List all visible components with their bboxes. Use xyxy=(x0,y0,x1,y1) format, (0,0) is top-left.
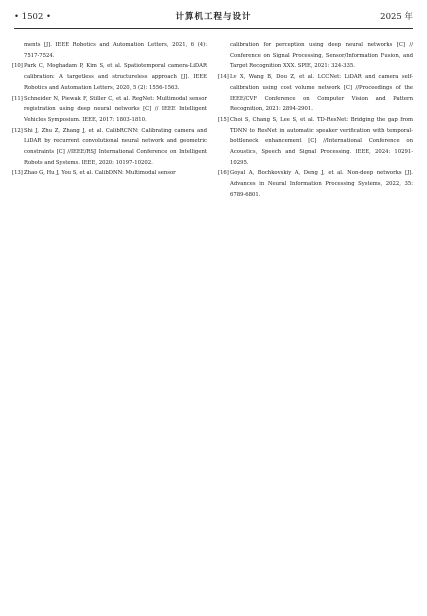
page-number: • 1502 • xyxy=(14,12,52,22)
reference-text: Zhao G, Hu J, You S, et al. CalibDNN: Multimodal sensor xyxy=(24,170,176,177)
reference-number: [10] xyxy=(12,63,23,70)
reference-number: [11] xyxy=(12,95,23,102)
reference-entry xyxy=(12,126,207,169)
reference-entry xyxy=(218,115,413,169)
reference-number: [13] xyxy=(12,170,23,177)
reference-text: Lv X, Wang B, Dou Z, et al. LCCNet: LiDAR and camera self-calibration using cost volume network [C] //Proceedings of the IEEE/CVF Conference on Computer Vision and Pattern Recognition, 2021: 2894-2901. xyxy=(230,74,413,113)
reference-text: calibration for perception using deep neural networks [C] // Conference on Signal Processing, Sensor/Information Fusion, and Target Recognition XXX. SPIE, 2021: 324-335. xyxy=(230,42,413,70)
reference-entry xyxy=(12,40,207,61)
reference-entry xyxy=(12,168,207,179)
reference-number: [16] xyxy=(218,170,229,177)
reference-text: Park C, Moghadam P, Kim S, et al. Spatiotemporal camera-LiDAR calibration: A targetless and structureless approach [J]. IEEE Robotics and Automation Letters, 2020, 5 (2): 1556-1563. xyxy=(24,63,207,91)
reference-text: ments [J]. IEEE Robotics and Automation Letters, 2021, 6 (4): 7517-7524. xyxy=(24,42,207,59)
reference-entry xyxy=(218,72,413,115)
reference-number: [12] xyxy=(12,127,23,134)
reference-entry xyxy=(12,94,207,126)
reference-text: Shi J, Zhu Z, Zhang J, et al. CalibRCNN: Calibrating camera and LiDAR by recurrent convolutional neural network and geometric constraints [C] //IEEE/RSJ International Conference on Intelligent Robots and Systems. IEEE, 2020: 10197-10202. xyxy=(24,127,207,166)
publication-year: 2025 年 xyxy=(380,12,413,22)
references-right-column xyxy=(218,40,413,201)
reference-text: Choi S, Chang S, Lee S, et al. TD-ResNet: Bridging the gap from TDNN to ResNet in automatic speaker verification with temporal-bottleneck enhancement [C] //International Conference on Acoustics, Speech and Signal Processing. IEEE, 2024: 10291-10295. xyxy=(230,116,413,166)
references-left-column xyxy=(12,40,207,179)
page-header xyxy=(14,10,413,24)
reference-text: Schneider N, Piewak F, Stiller C, et al. RegNet: Multimodal sensor registration using deep neural networks [C] // IEEE Intelligent Vehicles Symposium. IEEE, 2017: 1803-1810. xyxy=(24,95,207,123)
reference-entry xyxy=(12,61,207,93)
reference-entry xyxy=(218,168,413,200)
reference-number: [14] xyxy=(218,74,229,81)
reference-entry xyxy=(218,40,413,72)
header-rule xyxy=(14,28,413,29)
reference-text: Goyal A, Bochkovskiy A, Deng J, et al. Non-deep networks [J]. Advances in Neural Information Processing Systems, 2022, 35: 6789-6801. xyxy=(230,170,413,198)
reference-number: [15] xyxy=(218,116,229,123)
journal-title: 计算机工程与设计 xyxy=(175,12,252,22)
